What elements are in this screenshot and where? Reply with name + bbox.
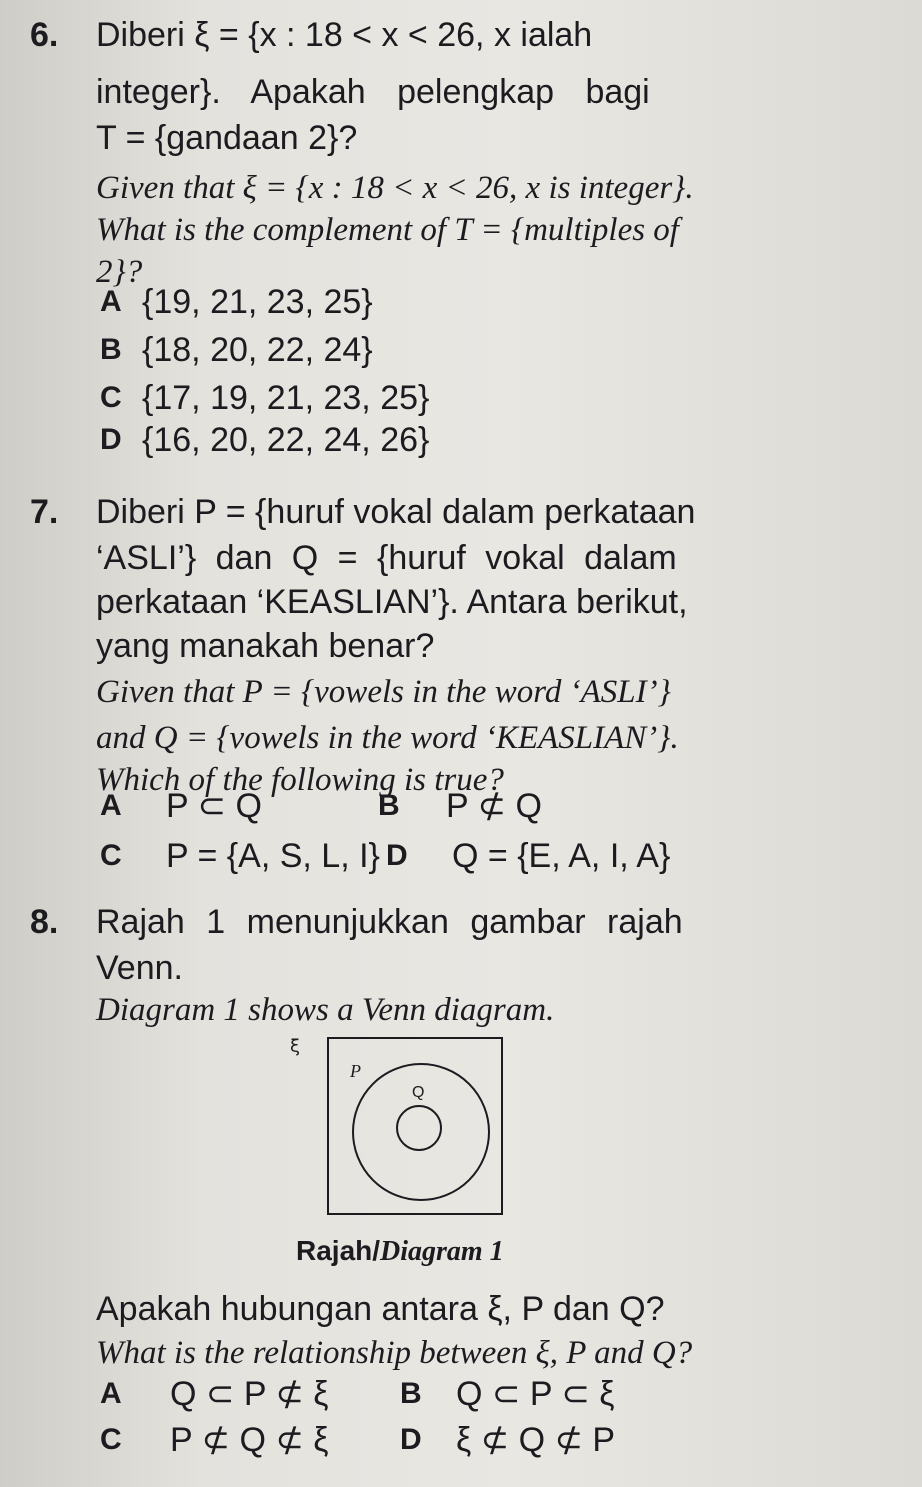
question-6-option-b-letter: B — [100, 333, 122, 366]
question-8-number: 8. — [30, 903, 59, 941]
question-6-option-b-text: {18, 20, 22, 24} — [142, 331, 373, 369]
question-7-option-a-text: P ⊂ Q — [166, 787, 262, 825]
question-7-option-a-letter: A — [100, 789, 122, 822]
question-6-option-a-letter: A — [100, 285, 122, 318]
question-6-number: 6. — [30, 16, 59, 54]
question-7-number: 7. — [30, 493, 59, 531]
question-6-malay-line-2: integer}. Apakah pelengkap bagi — [96, 73, 650, 111]
question-7-option-c-letter: C — [100, 839, 122, 872]
question-6-option-d-text: {16, 20, 22, 24, 26} — [142, 421, 430, 459]
question-6-english-line-2: What is the complement of T = {multiples of — [96, 212, 679, 248]
question-6-option-c-letter: C — [100, 381, 122, 414]
question-6-english-line-1: Given that ξ = {x : 18 < x < 26, x is integer}. — [96, 170, 694, 206]
question-7-option-d-text: Q = {E, A, I, A} — [452, 837, 671, 875]
question-7-option-c-text: P = {A, S, L, I} — [166, 837, 380, 875]
question-8-option-c-text: P ⊄ Q ⊄ ξ — [170, 1421, 329, 1459]
question-6-malay-line-1: Diberi ξ = {x : 18 < x < 26, x ialah — [96, 16, 593, 54]
set-p-label: P — [350, 1061, 361, 1081]
set-q-label: Q — [412, 1084, 425, 1101]
question-7-malay-line-1: Diberi P = {huruf vokal dalam perkataan — [96, 493, 696, 531]
question-8-malay-line-2: Venn. — [96, 949, 183, 987]
question-7-english-line-1: Given that P = {vowels in the word ‘ASLI’} — [96, 674, 671, 710]
question-7-option-b-text: P ⊄ Q — [446, 787, 542, 825]
question-8-option-b-text: Q ⊂ P ⊂ ξ — [456, 1375, 615, 1413]
question-7-malay-line-3: perkataan ‘KEASLIAN’}. Antara berikut, — [96, 583, 688, 621]
question-6-option-c-text: {17, 19, 21, 23, 25} — [142, 379, 430, 417]
question-8-option-a-text: Q ⊂ P ⊄ ξ — [170, 1375, 329, 1413]
question-8-option-a-letter: A — [100, 1377, 122, 1410]
question-7-malay-line-4: yang manakah benar? — [96, 627, 435, 665]
question-8-option-d-letter: D — [400, 1423, 422, 1456]
question-8-option-d-text: ξ ⊄ Q ⊄ P — [456, 1421, 616, 1459]
question-8-english-line-1: Diagram 1 shows a Venn diagram. — [96, 992, 555, 1028]
question-8-malay-line-1: Rajah 1 menunjukkan gambar rajah — [96, 903, 683, 941]
question-8-malay-question: Apakah hubungan antara ξ, P dan Q? — [96, 1290, 665, 1328]
question-8-english-question: What is the relationship between ξ, P and Q? — [96, 1335, 693, 1371]
question-7-english-line-2: and Q = {vowels in the word ‘KEASLIAN’}. — [96, 720, 679, 756]
question-8-option-c-letter: C — [100, 1423, 122, 1456]
set-q-circle — [397, 1106, 441, 1150]
diagram-caption-english: Diagram 1 — [380, 1236, 504, 1267]
question-7-malay-line-2: ‘ASLI’} dan Q = {huruf vokal dalam — [96, 539, 677, 577]
universal-set-label: ξ — [290, 1036, 301, 1057]
diagram-caption-malay: Rajah/ — [296, 1235, 381, 1266]
question-7-option-b-letter: B — [378, 789, 400, 822]
question-7-option-d-letter: D — [386, 839, 408, 872]
question-6-english-line-3: 2}? — [96, 254, 143, 290]
question-6-malay-line-3: T = {gandaan 2}? — [96, 119, 358, 157]
diagram-caption — [296, 1234, 504, 1269]
question-6-option-d-letter: D — [100, 423, 122, 456]
question-7-english-line-3: Which of the following is true? — [96, 762, 504, 798]
question-8-option-b-letter: B — [400, 1377, 422, 1410]
question-6-option-a-text: {19, 21, 23, 25} — [142, 283, 373, 321]
